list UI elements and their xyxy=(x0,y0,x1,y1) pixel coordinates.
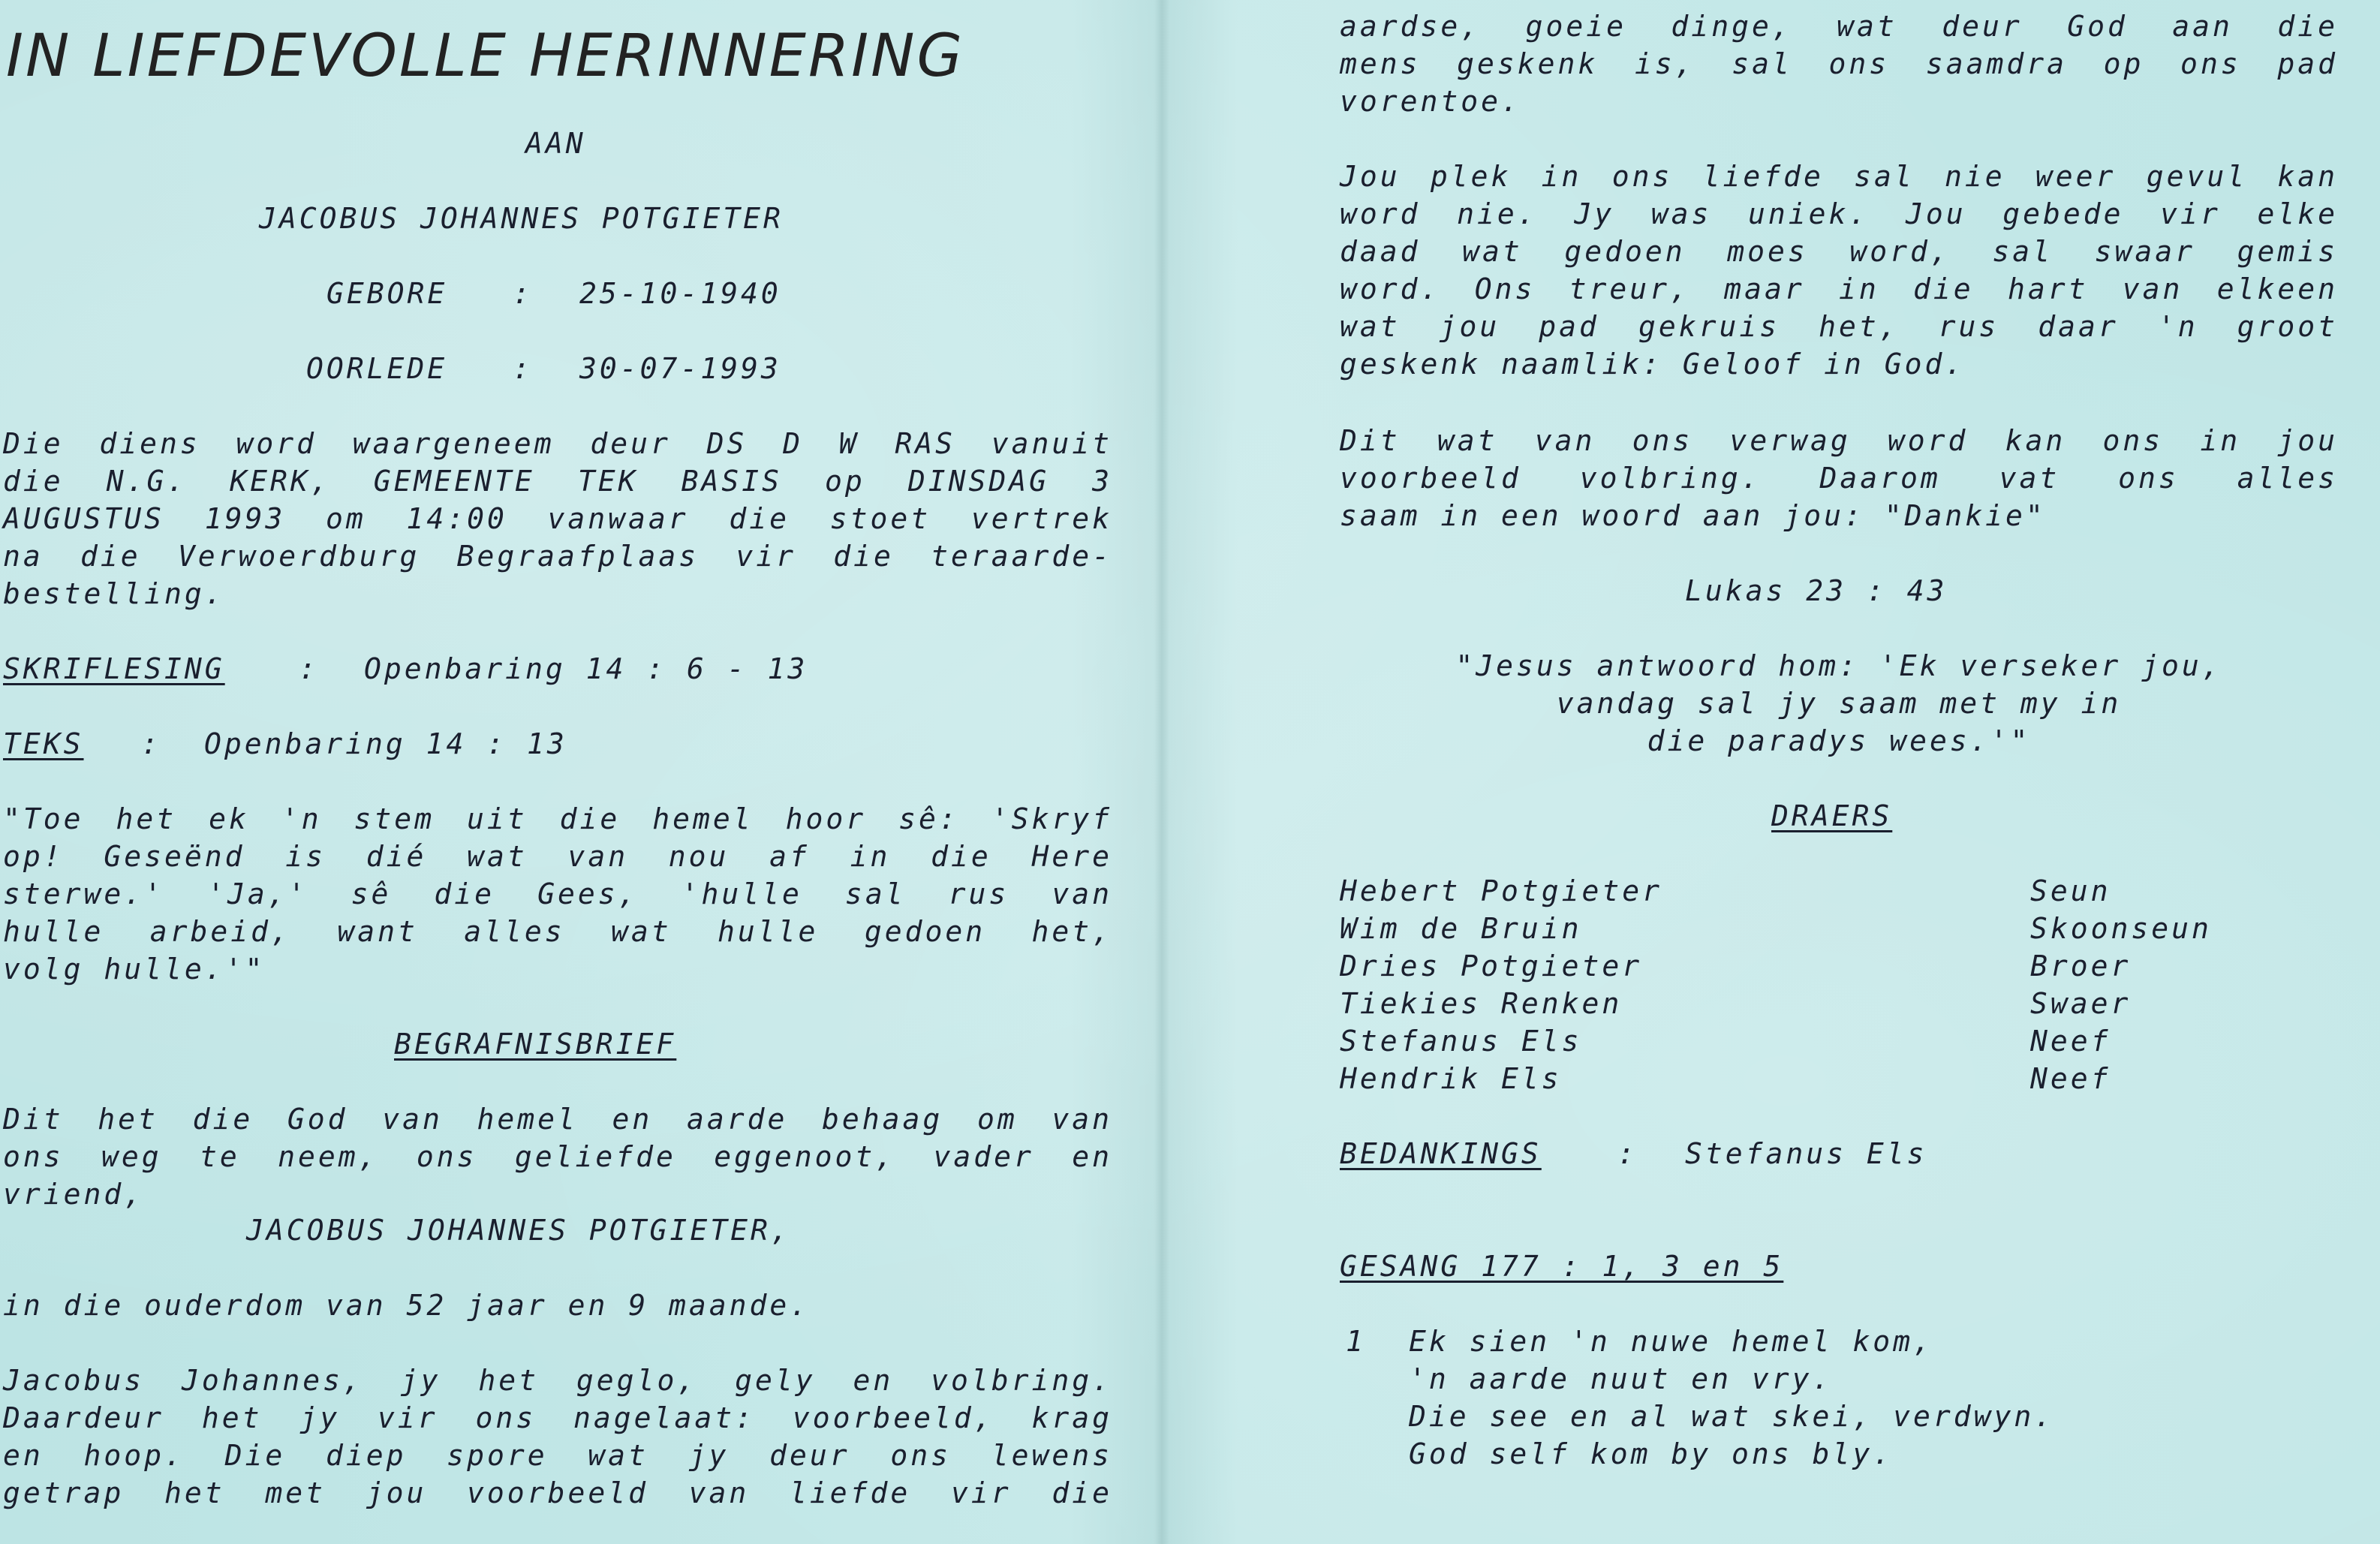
died-label: OORLEDE xyxy=(306,352,448,385)
quote-line: "Toe het ek 'n stem uit die hemel hoor sê: 'Skryf xyxy=(3,802,1112,835)
skriflesing-ref: Openbaring 14 : 6 - 13 xyxy=(364,652,808,685)
lukas-line: die paradys wees.'" xyxy=(1647,724,2031,757)
right-line: vorentoe. xyxy=(1340,85,1521,118)
right-line: wat jou pad gekruis het, rus daar 'n groot xyxy=(1340,310,2338,343)
pallbearer-relation: Seun xyxy=(2030,874,2111,907)
born-colon: : xyxy=(513,277,533,310)
paper-fold xyxy=(1154,0,1169,1544)
quote-line: op! Geseënd is dié wat van nou af in die Here xyxy=(3,840,1112,873)
right-line: daad wat gedoen moes word, sal swaar gemis xyxy=(1340,235,2338,268)
lukas-line: "Jesus antwoord hom: 'Ek verseker jou, xyxy=(1455,649,2222,682)
died-colon: : xyxy=(513,352,533,385)
pallbearer-name: Tiekies Renken xyxy=(1340,987,1623,1020)
pallbearer-relation: Neef xyxy=(2030,1025,2111,1058)
service-line: die N.G. KERK, GEMEENTE TEK BASIS op DINSDAG 3 xyxy=(3,465,1112,498)
letter-age: in die ouderdom van 52 jaar en 9 maande. xyxy=(3,1289,811,1322)
pallbearer-name: Hebert Potgieter xyxy=(1340,874,1663,907)
aan-heading: AAN xyxy=(525,127,586,160)
service-line: AUGUSTUS 1993 om 14:00 vanwaar die stoet vertrek xyxy=(3,502,1112,535)
born-date: 25-10-1940 xyxy=(579,277,781,310)
bedankings-name: Stefanus Els xyxy=(1685,1137,1927,1170)
service-line: Die diens word waargeneem deur DS D W RAS vanuit xyxy=(3,427,1112,460)
quote-line: hulle arbeid, want alles wat hulle gedoen het, xyxy=(3,915,1112,948)
pallbearer-name: Stefanus Els xyxy=(1340,1025,1582,1058)
deceased-name: JACOBUS JOHANNES POTGIETER xyxy=(259,202,784,235)
right-line: geskenk naamlik: Geloof in God. xyxy=(1340,348,1966,381)
bedankings-label: BEDANKINGS xyxy=(1340,1137,1542,1170)
pallbearer-name: Dries Potgieter xyxy=(1340,950,1643,983)
card-title: IN LIEFDEVOLLE HERINNERING xyxy=(6,23,964,90)
right-line: voorbeeld volbring. Daarom vat ons alles xyxy=(1340,462,2338,495)
teks-ref: Openbaring 14 : 13 xyxy=(204,727,567,760)
bedankings-colon: : xyxy=(1617,1137,1638,1170)
letter-line: Daardeur het jy vir ons nagelaat: voorbeeld, krag xyxy=(3,1401,1112,1434)
pallbearer-name: Hendrik Els xyxy=(1340,1062,1562,1095)
verse-line: Die see en al wat skei, verdwyn. xyxy=(1409,1400,2055,1433)
draers-heading: DRAERS xyxy=(1771,799,1893,832)
letter-line: en hoop. Die diep spore wat jy deur ons lewens xyxy=(3,1439,1112,1472)
skriflesing-colon: : xyxy=(299,652,319,685)
lukas-line: vandag sal jy saam met my in xyxy=(1556,687,2122,720)
quote-line: sterwe.' 'Ja,' sê die Gees, 'hulle sal rus van xyxy=(3,877,1112,910)
teks-colon: : xyxy=(141,727,161,760)
teks-label: TEKS xyxy=(3,727,84,760)
letter-line: vriend, xyxy=(3,1178,145,1211)
verse-line: God self kom by ons bly. xyxy=(1409,1437,1894,1470)
service-line: na die Verwoerdburg Begraafplaas vir die teraarde- xyxy=(3,540,1112,573)
died-date: 30-07-1993 xyxy=(579,352,781,385)
pallbearer-relation: Skoonseun xyxy=(2030,912,2212,945)
quote-line: volg hulle.'" xyxy=(3,953,266,986)
right-line: aardse, goeie dinge, wat deur God aan die xyxy=(1340,10,2338,43)
begrafnisbrief-heading: BEGRAFNISBRIEF xyxy=(394,1028,677,1061)
verse-line: Ek sien 'n nuwe hemel kom, xyxy=(1409,1325,1933,1358)
letter-line: Jacobus Johannes, jy het geglo, gely en volbring. xyxy=(3,1364,1112,1397)
letter-line: getrap het met jou voorbeeld van liefde vir die xyxy=(3,1476,1112,1509)
skriflesing-label: SKRIFLESING xyxy=(3,652,225,685)
letter-line: Dit het die God van hemel en aarde behaag om van xyxy=(3,1103,1112,1136)
verse-line: 'n aarde nuut en vry. xyxy=(1409,1362,1833,1395)
letter-line: ons weg te neem, ons geliefde eggenoot, vader en xyxy=(3,1140,1112,1173)
verse-number: 1 xyxy=(1346,1325,1366,1358)
pallbearer-relation: Broer xyxy=(2030,950,2132,983)
pallbearer-relation: Swaer xyxy=(2030,987,2132,1020)
right-line: Jou plek in ons liefde sal nie weer gevul kan xyxy=(1340,160,2338,193)
letter-name: JACOBUS JOHANNES POTGIETER, xyxy=(246,1214,791,1247)
right-line: word. Ons treur, maar in die hart van elkeen xyxy=(1340,272,2338,305)
gesang-heading: GESANG 177 : 1, 3 en 5 xyxy=(1340,1250,1784,1283)
right-line: mens geskenk is, sal ons saamdra op ons pad xyxy=(1340,47,2338,80)
right-line: word nie. Jy was uniek. Jou gebede vir elke xyxy=(1340,197,2338,230)
pallbearer-relation: Neef xyxy=(2030,1062,2111,1095)
right-line: saam in een woord aan jou: "Dankie" xyxy=(1340,499,2046,532)
right-line: Dit wat van ons verwag word kan ons in jou xyxy=(1340,424,2338,457)
lukas-reference: Lukas 23 : 43 xyxy=(1685,574,1948,607)
pallbearer-name: Wim de Bruin xyxy=(1340,912,1582,945)
service-line: bestelling. xyxy=(3,577,225,610)
born-label: GEBORE xyxy=(326,277,448,310)
